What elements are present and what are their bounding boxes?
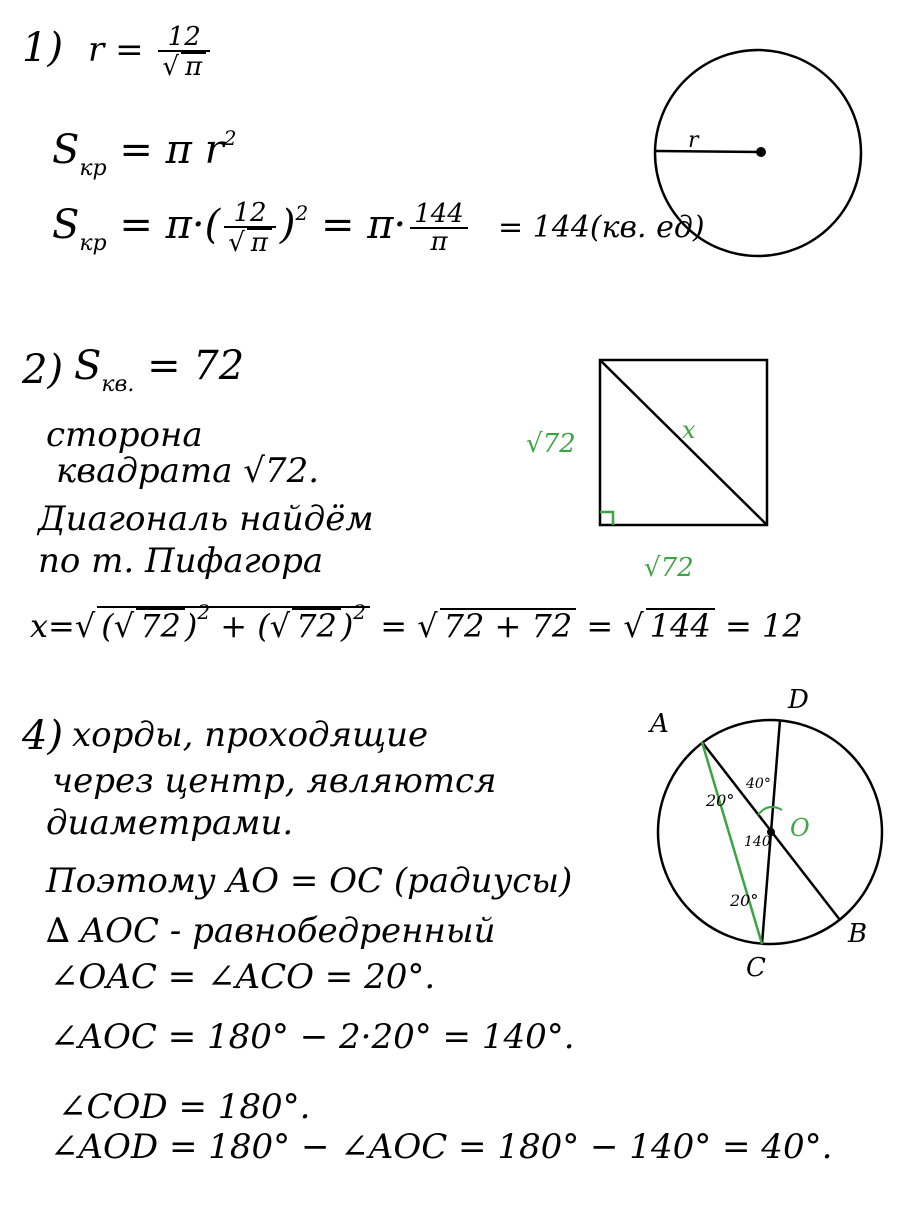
label-angle-20-bottom: 20° bbox=[730, 891, 759, 910]
diag-var: x bbox=[30, 607, 49, 645]
problem-1-number: 1) bbox=[22, 25, 64, 71]
square-area-value: = 72 bbox=[147, 343, 245, 389]
radius-denominator: √ π bbox=[158, 52, 210, 80]
radius-line bbox=[656, 151, 761, 152]
square-figure bbox=[520, 350, 780, 590]
left-side-label: √72 bbox=[526, 429, 576, 459]
radius-label: r bbox=[688, 128, 699, 153]
text-line-through-center: через центр, являются bbox=[52, 761, 497, 801]
square-exponent-2: 2 bbox=[295, 201, 309, 225]
label-angle-40: 40° bbox=[746, 776, 771, 792]
eq-b: = bbox=[380, 607, 408, 645]
num-144: 144 bbox=[410, 201, 468, 229]
label-angle-140: 140 bbox=[744, 834, 771, 850]
text-line-angle-cod: ∠COD = 180°. bbox=[58, 1087, 311, 1127]
equals-sign: = bbox=[115, 30, 144, 70]
eq-c: = bbox=[586, 607, 614, 645]
text-line-base-angles: ∠OAC = ∠ACO = 20°. bbox=[50, 957, 436, 997]
pi-fraction bbox=[410, 201, 468, 255]
label-angle-20-top: 20° bbox=[706, 791, 735, 810]
dot-2: · bbox=[393, 202, 407, 248]
text-line-diameters: диаметрами. bbox=[46, 803, 294, 843]
pi-factor-2: π bbox=[367, 202, 394, 248]
equals-sign-3: = bbox=[119, 202, 153, 248]
area-symbol-2: S bbox=[52, 202, 80, 248]
angle-aod-arc bbox=[758, 807, 782, 815]
label-b: B bbox=[848, 919, 868, 949]
text-line-angle-aod: ∠AOD = 180° − ∠AOC = 180° − 140° = 40°. bbox=[50, 1127, 833, 1167]
area-subscript-2: кр bbox=[79, 231, 107, 256]
sub-denominator: √ π bbox=[224, 228, 276, 256]
center-point bbox=[756, 147, 766, 157]
pythagoras-calculation bbox=[30, 600, 803, 645]
den-pi: π bbox=[430, 227, 448, 257]
text-line-chords: хорды, проходящие bbox=[72, 715, 429, 755]
root-144: √ 144 bbox=[623, 607, 714, 645]
area-calculation: $S_{кр} = \pi\cdot$( 12 √ π )$^2$ = π· $\frac{144}{\pi}$ bbox=[52, 200, 472, 256]
label-o: O bbox=[790, 814, 810, 842]
square-area bbox=[74, 343, 245, 397]
label-d: D bbox=[788, 685, 809, 715]
text-line-side: сторона bbox=[46, 415, 203, 455]
area-symbol: S bbox=[52, 127, 80, 173]
sub-numerator: 12 bbox=[224, 200, 276, 228]
area-subscript: кр bbox=[79, 156, 107, 181]
chord-circle-figure bbox=[640, 680, 890, 983]
text-line-pythagoras: по т. Пифагора bbox=[38, 541, 324, 581]
square-area-subscript: кв. bbox=[101, 372, 135, 397]
equals-sign-2: = bbox=[119, 127, 153, 173]
radius-formula bbox=[88, 24, 214, 80]
problem-2-number: 2) bbox=[22, 347, 64, 393]
diag-result: = 12 bbox=[724, 607, 803, 645]
diagonal-label: x bbox=[682, 416, 696, 444]
text-line-isosceles: ∆ AOC - равнобедренный bbox=[46, 911, 496, 951]
text-line-diagonal: Диагональ найдём bbox=[38, 499, 374, 539]
pi-factor: π bbox=[165, 202, 192, 248]
area-result: = 144(кв. ед) bbox=[498, 210, 705, 245]
square-exponent: 2 bbox=[223, 126, 237, 150]
dot-1: · bbox=[191, 202, 205, 248]
label-c: C bbox=[746, 953, 766, 983]
outer-root: √ (√ 72 )$^2$ + (√ 72 )$^2$ bbox=[75, 607, 370, 645]
radius-numerator: 12 bbox=[158, 24, 210, 52]
right-angle-mark bbox=[600, 512, 613, 525]
sum-root: √ 72 + 72 bbox=[417, 607, 576, 645]
problem-4-number: 4) bbox=[22, 713, 64, 759]
square-area-symbol: S bbox=[74, 343, 102, 389]
text-line-square: квадрата √72. bbox=[56, 451, 320, 491]
area-formula bbox=[52, 126, 237, 181]
circle-figure bbox=[648, 45, 868, 265]
radius-var: r bbox=[88, 30, 105, 70]
radius-fraction bbox=[158, 24, 210, 80]
equals-sign-4: = bbox=[320, 202, 355, 248]
eq-a: = bbox=[48, 607, 75, 645]
bottom-side-label: √72 bbox=[644, 553, 694, 583]
text-line-radii: Поэтому AO = OC (радиусы) bbox=[46, 861, 573, 901]
label-a: A bbox=[650, 709, 669, 739]
substituted-fraction bbox=[224, 200, 276, 256]
text-line-angle-aoc: ∠AOC = 180° − 2·20° = 140°. bbox=[50, 1017, 575, 1057]
pi-r-term: π r bbox=[165, 127, 224, 173]
